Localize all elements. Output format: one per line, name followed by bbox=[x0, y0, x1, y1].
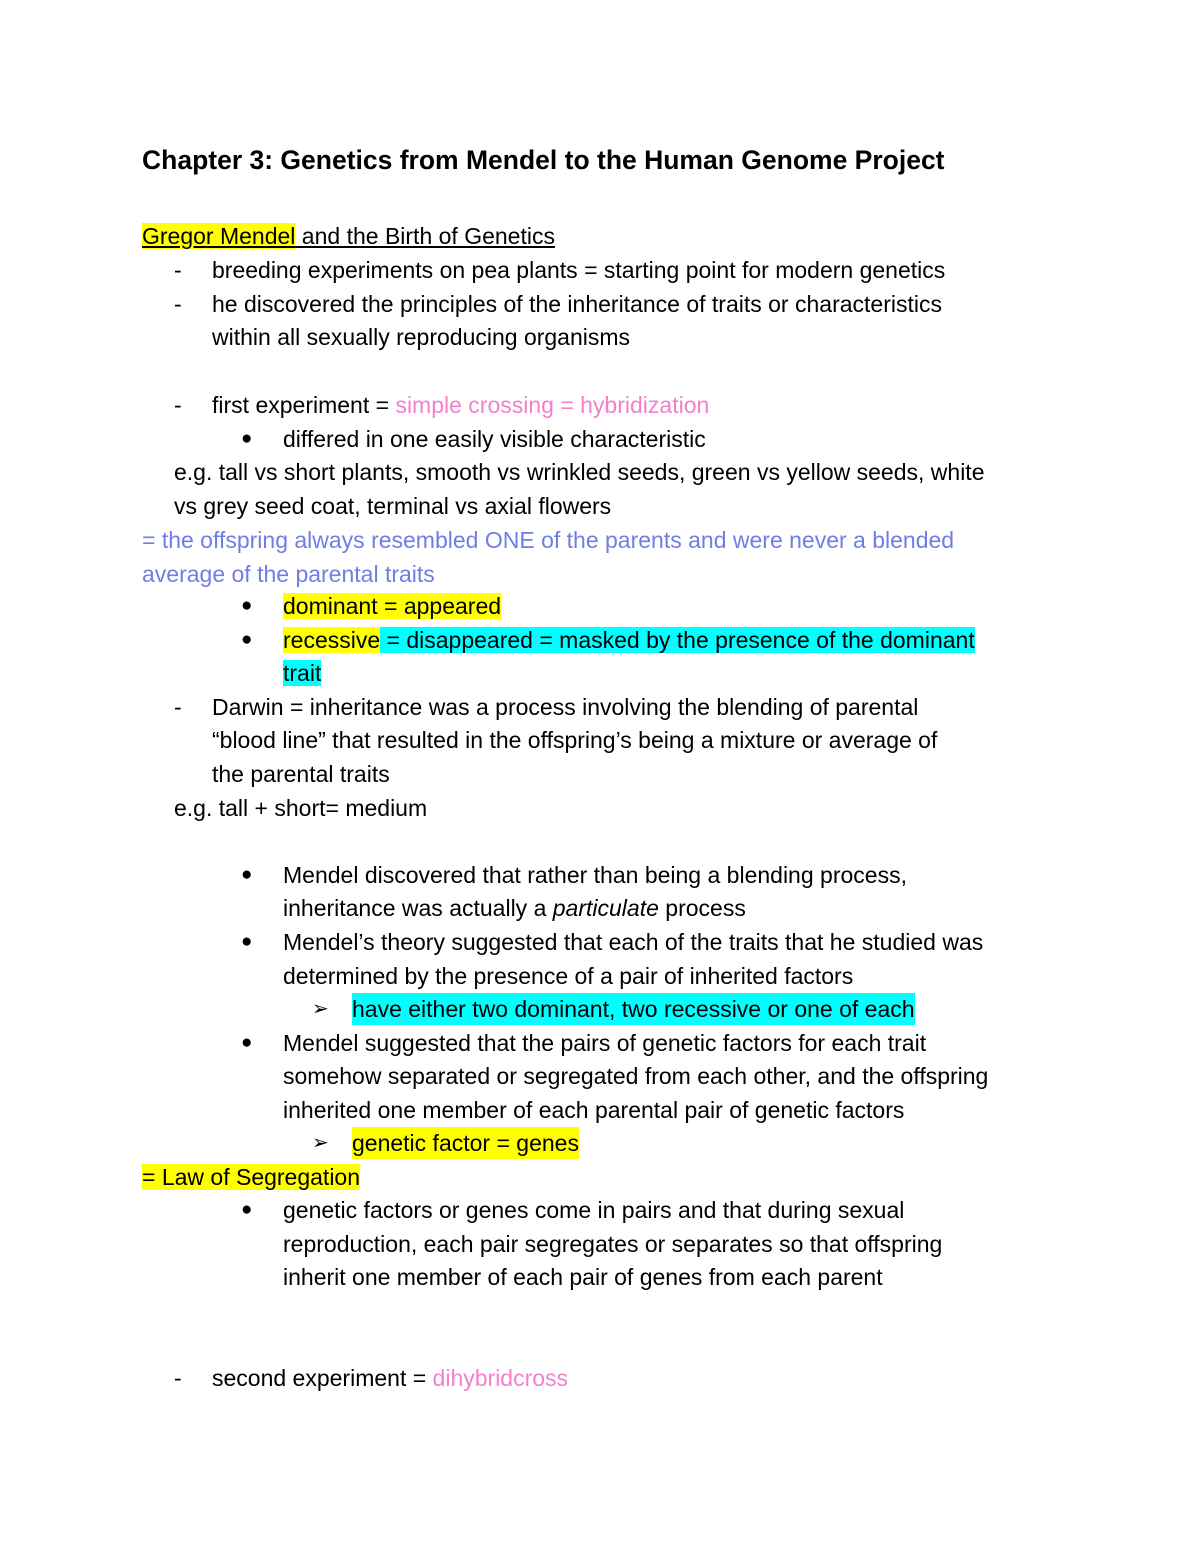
dash-marker: - bbox=[174, 392, 182, 418]
bullet-marker: ● bbox=[241, 864, 253, 885]
item-text: breeding experiments on pea plants = starting point for modern genetics bbox=[212, 257, 946, 283]
item-text bbox=[283, 590, 501, 622]
bullet-marker: ● bbox=[241, 931, 253, 952]
section-heading bbox=[142, 220, 555, 252]
item-text-cont: determined by the presence of a pair of inherited factors bbox=[283, 963, 854, 989]
item-text: Darwin = inheritance was a process involving the blending of parental bbox=[212, 694, 919, 720]
example-text: e.g. tall + short= medium bbox=[174, 795, 428, 821]
recessive-definition: = disappeared = masked by the presence of the dominant bbox=[380, 627, 975, 653]
example-text-cont: vs grey seed coat, terminal vs axial flowers bbox=[174, 493, 612, 519]
item-text: he discovered the principles of the inheritance of traits or characteristics bbox=[212, 291, 942, 317]
bullet-marker: ● bbox=[241, 428, 253, 449]
dominant-definition: = appeared bbox=[377, 593, 502, 619]
example-text: e.g. tall vs short plants, smooth vs wrinkled seeds, green vs yellow seeds, white bbox=[174, 459, 985, 485]
item-text-cont: somehow separated or segregated from each other, and the offspring bbox=[283, 1063, 989, 1089]
second-experiment-label: second experiment = bbox=[212, 1365, 433, 1391]
second-experiment-value: dihybridcross bbox=[432, 1365, 569, 1391]
item-text-cont: inherited one member of each parental pair of genetic factors bbox=[283, 1097, 905, 1123]
page-title: Chapter 3: Genetics from Mendel to the Human Genome Project bbox=[142, 145, 945, 175]
recessive-term: recessive bbox=[283, 627, 381, 653]
item-text-cont bbox=[283, 657, 321, 689]
italic-term: particulate bbox=[552, 895, 659, 921]
bullet-marker: ● bbox=[241, 595, 253, 616]
item-text bbox=[212, 1362, 568, 1394]
dash-marker: - bbox=[174, 291, 182, 317]
item-text: Mendel’s theory suggested that each of the traits that he studied was bbox=[283, 929, 984, 955]
bullet-marker: ● bbox=[241, 1032, 253, 1053]
arrow-marker-icon: ➢ bbox=[312, 998, 329, 1020]
heading-highlight: Gregor Mendel bbox=[142, 223, 296, 249]
first-experiment-label: first experiment = bbox=[212, 392, 396, 418]
law-heading-text: = Law of Segregation bbox=[142, 1164, 361, 1190]
first-experiment-value: simple crossing = hybridization bbox=[395, 392, 710, 418]
item-text-cont: “blood line” that resulted in the offspring’s being a mixture or average of bbox=[212, 727, 938, 753]
law-heading bbox=[142, 1161, 360, 1193]
dash-marker: - bbox=[174, 694, 182, 720]
item-text: differed in one easily visible characteristic bbox=[283, 426, 706, 452]
bullet-marker: ● bbox=[241, 629, 253, 650]
item-text-cont: the parental traits bbox=[212, 761, 390, 787]
heading-rest: and the Birth of Genetics bbox=[295, 223, 555, 249]
offspring-note-cont: average of the parental traits bbox=[142, 561, 435, 587]
item-text: have either two dominant, two recessive or one of each bbox=[352, 993, 915, 1025]
item-text: genetic factor = genes bbox=[352, 1127, 579, 1159]
text-part: process bbox=[658, 895, 746, 921]
dominant-term: dominant bbox=[283, 593, 378, 619]
bullet-marker: ● bbox=[241, 1199, 253, 1220]
offspring-note: = the offspring always resembled ONE of the parents and were never a blended bbox=[142, 527, 955, 553]
item-text-cont: reproduction, each pair segregates or separates so that offspring bbox=[283, 1231, 943, 1257]
item-text bbox=[283, 624, 975, 656]
item-text bbox=[212, 389, 709, 421]
text-part: inheritance was actually a bbox=[283, 895, 553, 921]
arrow-marker-icon: ➢ bbox=[312, 1132, 329, 1154]
item-text-cont: within all sexually reproducing organisms bbox=[212, 324, 631, 350]
item-text: Mendel suggested that the pairs of genetic factors for each trait bbox=[283, 1030, 927, 1056]
item-text: Mendel discovered that rather than being a blending process, bbox=[283, 862, 907, 888]
dash-marker: - bbox=[174, 257, 182, 283]
item-text-cont: inherit one member of each pair of genes from each parent bbox=[283, 1264, 883, 1290]
item-text-cont bbox=[283, 892, 746, 924]
dash-marker: - bbox=[174, 1365, 182, 1391]
recessive-definition-cont: trait bbox=[283, 660, 322, 686]
item-text: genetic factors or genes come in pairs and that during sexual bbox=[283, 1197, 905, 1223]
